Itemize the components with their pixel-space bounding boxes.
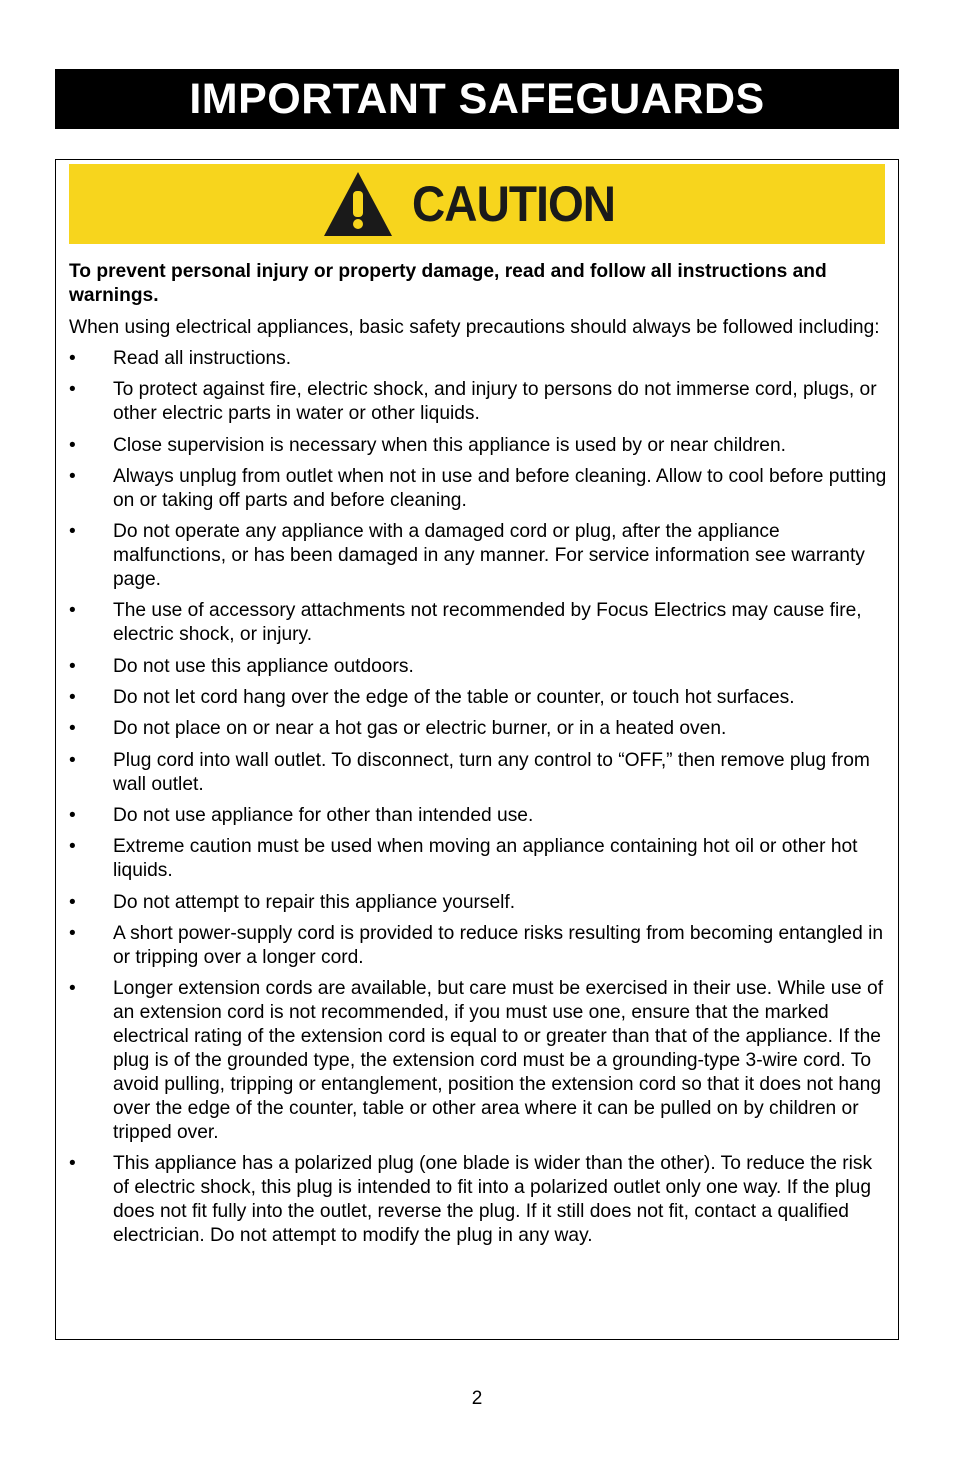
list-item	[69, 717, 887, 741]
caution-banner	[69, 164, 885, 244]
list-item	[69, 977, 887, 1145]
list-item	[69, 655, 887, 679]
list-item-text: A short power-supply cord is provided to reduce risks resulting from becoming entangled in or tripping over a longer cord.	[113, 922, 884, 968]
safeguards-content	[69, 260, 887, 1256]
list-item	[69, 378, 887, 426]
bullet-icon: •	[69, 891, 76, 913]
list-item-text: Extreme caution must be used when moving an appliance containing hot oil or other hot liquids.	[113, 836, 858, 882]
list-item-text: Do not use appliance for other than intended use.	[113, 804, 534, 826]
page-title: IMPORTANT SAFEGUARDS	[189, 74, 765, 123]
list-item-text: Do not operate any appliance with a damaged cord or plug, after the appliance malfunctions, or has been damaged in any manner. For service information see warranty page.	[113, 521, 865, 591]
list-item-text: Always unplug from outlet when not in use and before cleaning. Allow to cool before putting on or taking off parts and before cleaning.	[113, 465, 887, 511]
list-item	[69, 804, 887, 828]
list-item	[69, 1152, 887, 1248]
list-item	[69, 465, 887, 513]
list-item	[69, 749, 887, 797]
list-item	[69, 434, 887, 458]
bullet-icon: •	[69, 836, 76, 858]
list-item-text: This appliance has a polarized plug (one blade is wider than the other). To reduce the risk of electric shock, this plug is intended to fit into a polarized outlet only one way. If the plug does not fit fully into the outlet, reverse the plug. If it still does not fit, contact a qualified electrician. Do not attempt to modify the plug in any way.	[113, 1153, 873, 1247]
bullet-icon: •	[69, 749, 76, 771]
bullet-icon: •	[69, 348, 76, 369]
bullet-icon: •	[69, 465, 76, 487]
intro-text: When using electrical appliances, basic safety precautions should always be followed including:	[69, 317, 880, 338]
list-item-text: Do not attempt to repair this appliance yourself.	[113, 891, 516, 913]
bullet-icon: •	[69, 521, 76, 543]
list-item-text: Do not let cord hang over the edge of the table or counter, or touch hot surfaces.	[113, 687, 795, 709]
list-item	[69, 922, 887, 970]
list-item-text: Longer extension cords are available, but care must be exercised in their use. While use of an extension cord is not recommended, if you must use one, ensure that the marked electrical rating of the extension cord is equal to or greater than that of the appliance. If the plug is of the grounded type, the extension cord must be a grounding-type 3-wire cord. To avoid pulling, tripping or entanglement, position the extension cord so that it does not hang over the edge of the counter, table or other area where it can be pulled on by children or tripped over.	[113, 978, 884, 1144]
warning-triangle-icon	[322, 169, 394, 239]
bullet-icon: •	[69, 600, 76, 622]
page-number: 2	[471, 1388, 483, 1409]
safeguards-box	[55, 159, 899, 1340]
list-item-text: To protect against fire, electric shock, and injury to persons do not immerse cord, plugs, or other electric parts in water or other liquids.	[113, 379, 877, 425]
list-item-text: The use of accessory attachments not recommended by Focus Electrics may cause fire, electric shock, or injury.	[113, 600, 862, 646]
list-item	[69, 347, 887, 371]
list-item-text: Plug cord into wall outlet. To disconnect, turn any control to “OFF,” then remove plug from wall outlet.	[113, 749, 870, 795]
list-item	[69, 599, 887, 647]
bullet-icon: •	[69, 922, 76, 944]
list-item-text: Do not use this appliance outdoors.	[113, 655, 414, 677]
list-item	[69, 686, 887, 710]
bullet-icon: •	[69, 804, 76, 826]
title-bar	[55, 69, 899, 129]
list-item	[69, 891, 887, 915]
caution-label: CAUTION	[411, 176, 615, 232]
bullet-icon: •	[69, 434, 76, 456]
list-item-text: Close supervision is necessary when this appliance is used by or near children.	[113, 434, 786, 456]
list-item-text: Do not place on or near a hot gas or electric burner, or in a heated oven.	[113, 718, 727, 740]
list-item	[69, 520, 887, 592]
bullet-icon: •	[69, 978, 76, 1000]
bullet-icon: •	[69, 718, 76, 740]
bullet-icon: •	[69, 379, 76, 401]
bullet-icon: •	[69, 687, 76, 709]
safeguard-list	[69, 347, 887, 1248]
bullet-icon: •	[69, 655, 76, 677]
list-item-text: Read all instructions.	[113, 348, 292, 369]
list-item	[69, 835, 887, 883]
intro-warning: To prevent personal injury or property damage, read and follow all instructions and warnings.	[69, 261, 827, 306]
bullet-icon: •	[69, 1153, 76, 1175]
